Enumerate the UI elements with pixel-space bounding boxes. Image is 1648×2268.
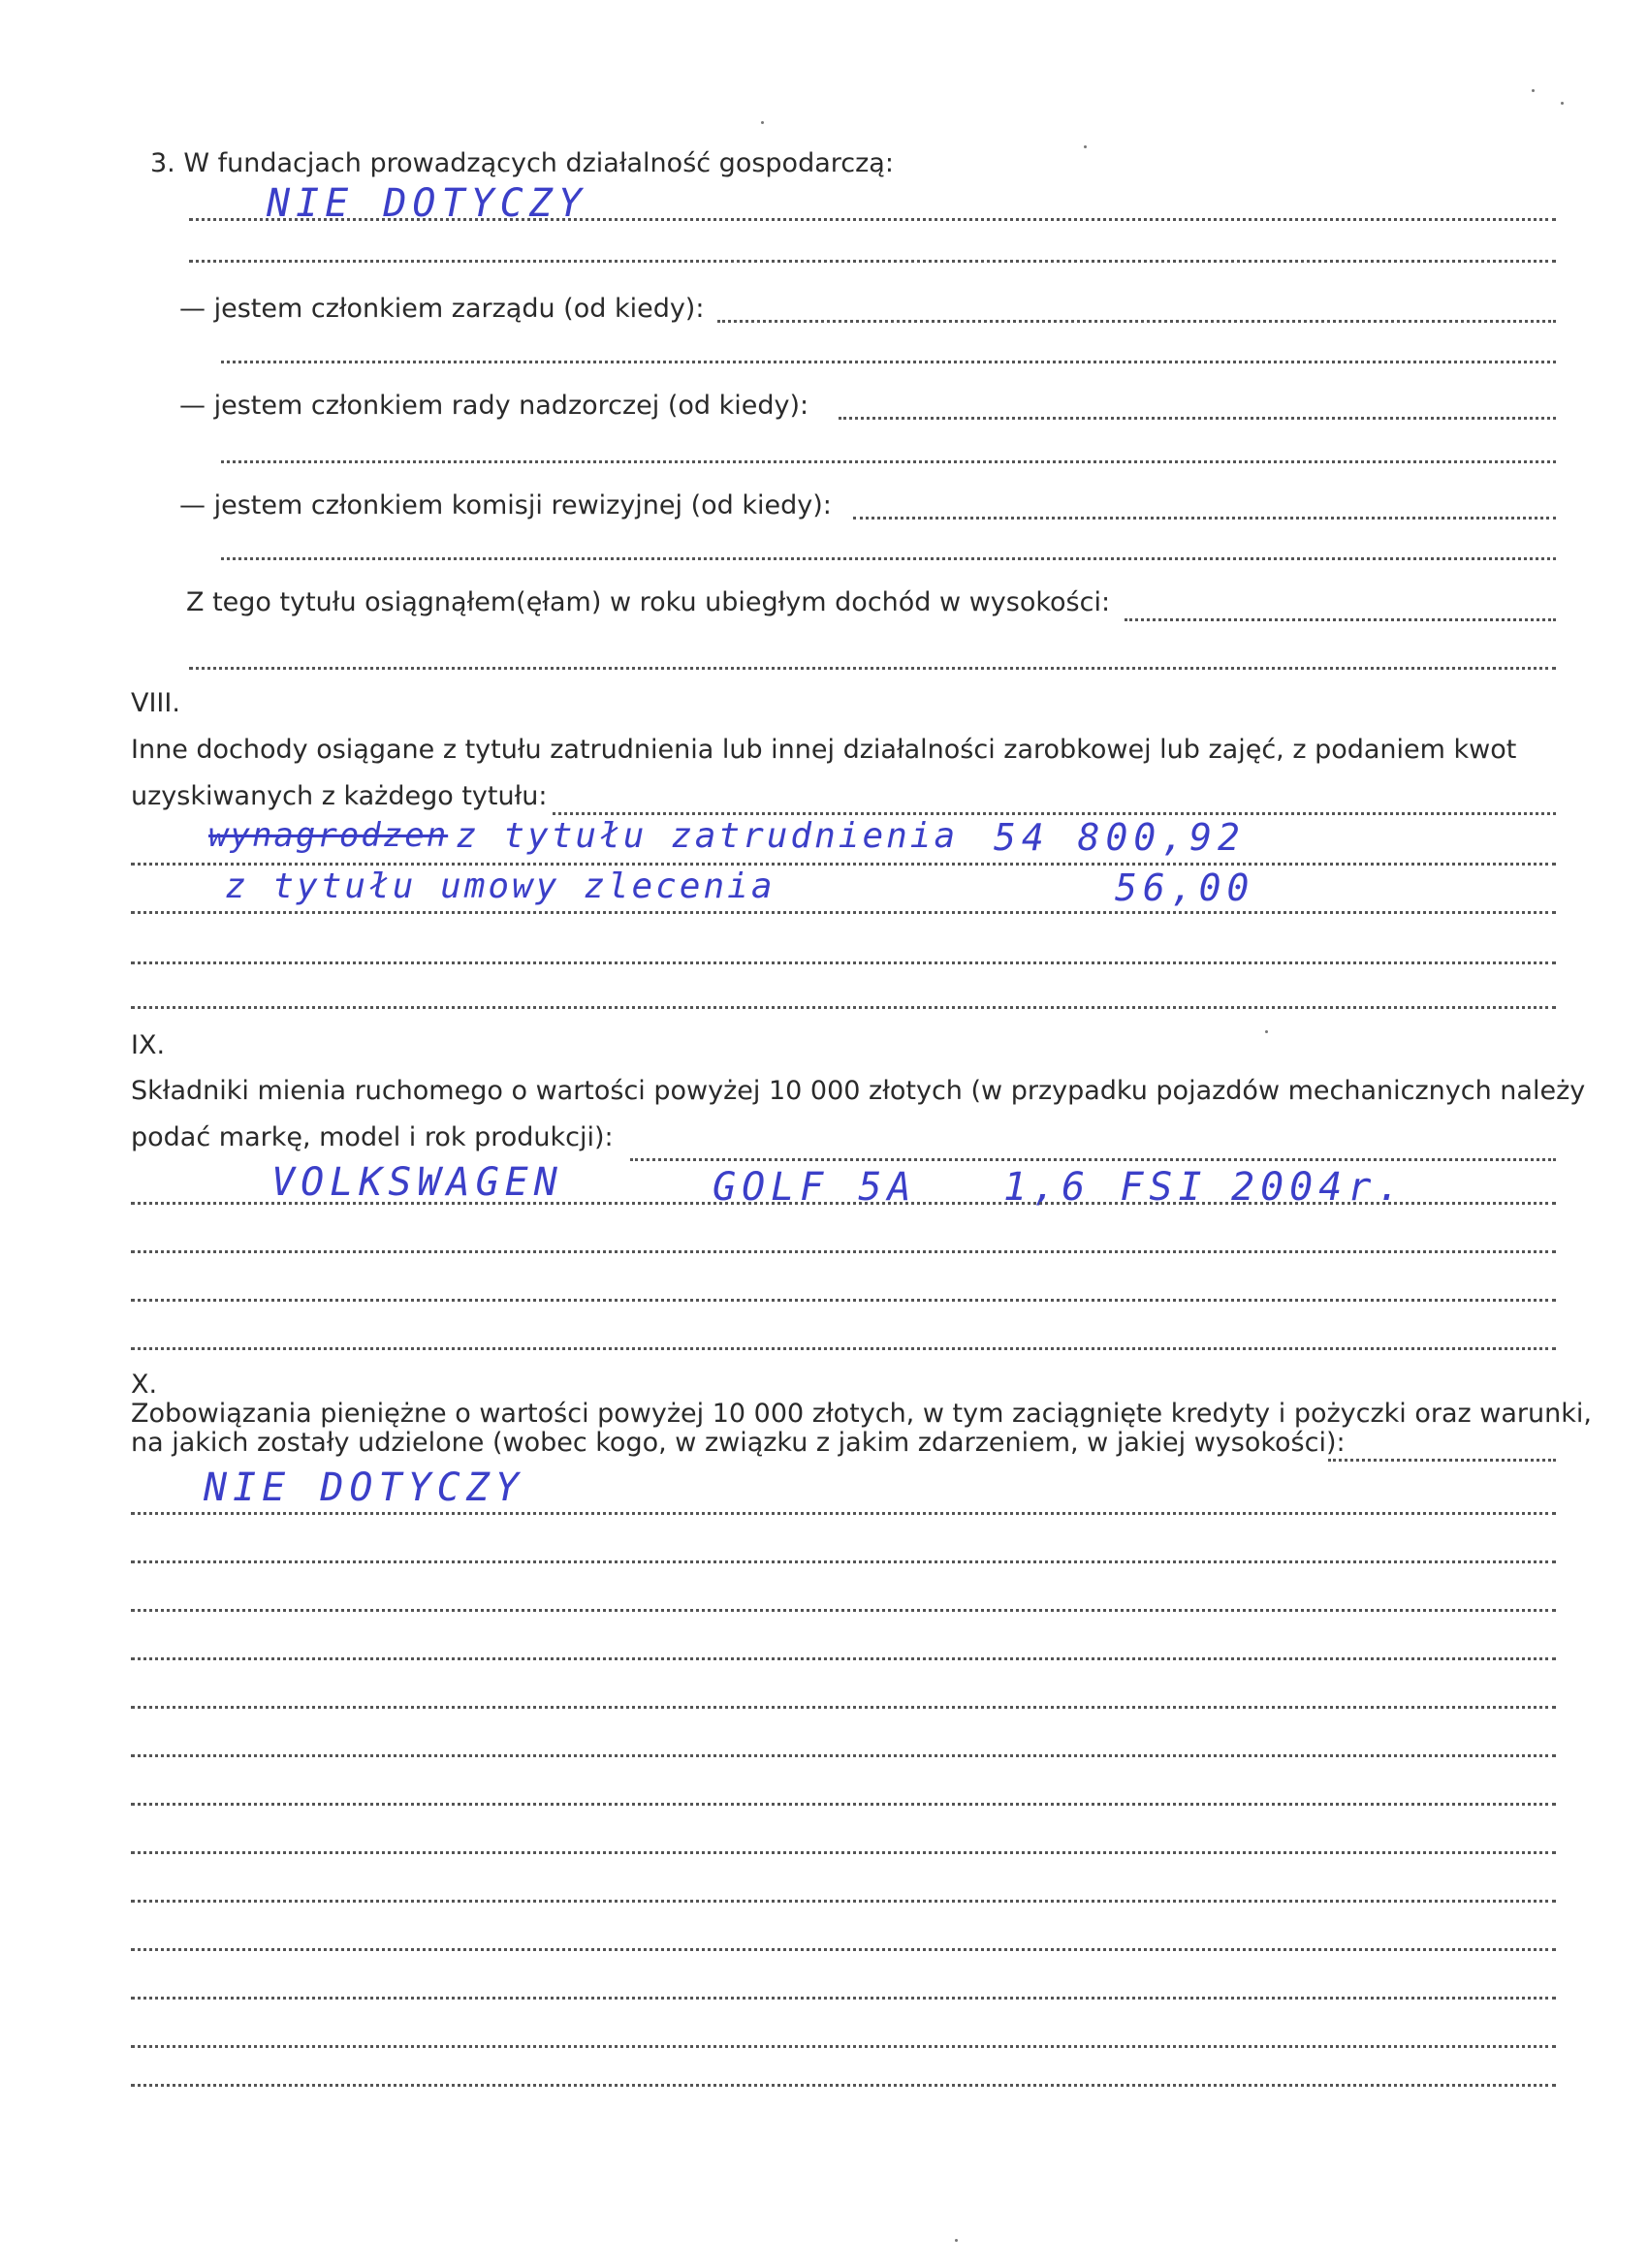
section9-text-line2: podać markę, model i rok produkcji): bbox=[131, 1122, 614, 1152]
dotted-line bbox=[221, 361, 1556, 363]
scan-speck bbox=[1084, 145, 1087, 148]
scan-speck bbox=[1532, 89, 1535, 92]
dotted-line bbox=[131, 1803, 1556, 1806]
income-label: Z tego tytułu osiągnąłem(ęłam) w roku ubiegłym dochód w wysokości: bbox=[186, 587, 1111, 617]
dotted-line bbox=[131, 1851, 1556, 1854]
scan-speck bbox=[761, 121, 764, 124]
dotted-line bbox=[131, 2084, 1556, 2087]
section10-number: X. bbox=[131, 1370, 158, 1400]
section10-text-line2: na jakich zostały udzielone (wobec kogo, w związku z jakim zdarzeniem, w jakiej wysokości): bbox=[131, 1428, 1346, 1458]
dotted-line bbox=[221, 460, 1556, 463]
dotted-line bbox=[717, 320, 1556, 323]
entry1-struck-word: wynagrodzen bbox=[208, 816, 449, 855]
board-member-label: — jestem członkiem zarządu (od kiedy): bbox=[179, 294, 705, 324]
dotted-line bbox=[189, 667, 1556, 670]
dotted-line bbox=[553, 812, 1556, 815]
dotted-line bbox=[131, 1997, 1556, 2000]
dotted-line bbox=[853, 517, 1556, 520]
vehicle-model: GOLF 5A bbox=[713, 1165, 917, 1210]
dotted-line bbox=[131, 1202, 1556, 1205]
scan-speck bbox=[1561, 102, 1564, 105]
scan-speck bbox=[1265, 1030, 1268, 1033]
dotted-line bbox=[131, 911, 1556, 914]
vehicle-engine: 1,6 FSI bbox=[1003, 1165, 1208, 1210]
section9-text-line1: Składniki mienia ruchomego o wartości powyżej 10 000 złotych (w przypadku pojazdów mechanicznych należy bbox=[131, 1076, 1586, 1106]
supervisory-member-label: — jestem członkiem rady nadzorczej (od kiedy): bbox=[179, 391, 809, 421]
dotted-line bbox=[131, 1560, 1556, 1563]
dotted-line bbox=[131, 1900, 1556, 1903]
entry2-amount: 56,00 bbox=[1115, 866, 1255, 909]
dotted-line bbox=[131, 961, 1556, 964]
section3-heading: 3. W fundacjach prowadzących działalność gospodarczą: bbox=[150, 148, 894, 178]
vehicle-year: 2004r. bbox=[1231, 1165, 1407, 1210]
dotted-line bbox=[131, 1657, 1556, 1660]
entry1-description: z tytułu zatrudnienia bbox=[456, 816, 959, 856]
entry2-description: z tytułu umowy zlecenia bbox=[225, 866, 776, 906]
section10-text-line1: Zobowiązania pieniężne o wartości powyżej 10 000 złotych, w tym zaciągnięte kredyty i pożyczki oraz warunki, bbox=[131, 1399, 1592, 1429]
vehicle-make: VOLKSWAGEN bbox=[271, 1160, 563, 1205]
dotted-line bbox=[1125, 618, 1556, 621]
dotted-line bbox=[189, 260, 1556, 263]
dotted-line bbox=[131, 1250, 1556, 1253]
section3-answer: NIE DOTYCZY bbox=[267, 181, 587, 226]
dotted-line bbox=[131, 1609, 1556, 1612]
dotted-line bbox=[630, 1158, 1556, 1161]
dotted-line bbox=[131, 1706, 1556, 1709]
section9-number: IX. bbox=[131, 1030, 166, 1060]
dotted-line bbox=[1328, 1459, 1556, 1462]
dotted-line bbox=[131, 1512, 1556, 1515]
dotted-line bbox=[131, 1006, 1556, 1009]
section10-answer: NIE DOTYCZY bbox=[204, 1465, 524, 1510]
audit-member-label: — jestem członkiem komisji rewizyjnej (od kiedy): bbox=[179, 490, 832, 520]
entry1-amount: 54 800,92 bbox=[994, 816, 1246, 859]
dotted-line bbox=[131, 1299, 1556, 1302]
section8-number: VIII. bbox=[131, 688, 180, 718]
dotted-line bbox=[221, 557, 1556, 560]
dotted-line bbox=[131, 863, 1556, 866]
dotted-line bbox=[131, 2045, 1556, 2048]
dotted-line bbox=[839, 417, 1556, 420]
scan-speck bbox=[955, 2239, 958, 2242]
dotted-line bbox=[131, 1948, 1556, 1951]
section8-text-line1: Inne dochody osiągane z tytułu zatrudnienia lub innej działalności zarobkowej lub zajęć, z podaniem kwot bbox=[131, 735, 1517, 765]
dotted-line bbox=[131, 1347, 1556, 1350]
dotted-line bbox=[189, 218, 1556, 221]
section8-text-line2: uzyskiwanych z każdego tytułu: bbox=[131, 781, 548, 811]
dotted-line bbox=[131, 1754, 1556, 1757]
